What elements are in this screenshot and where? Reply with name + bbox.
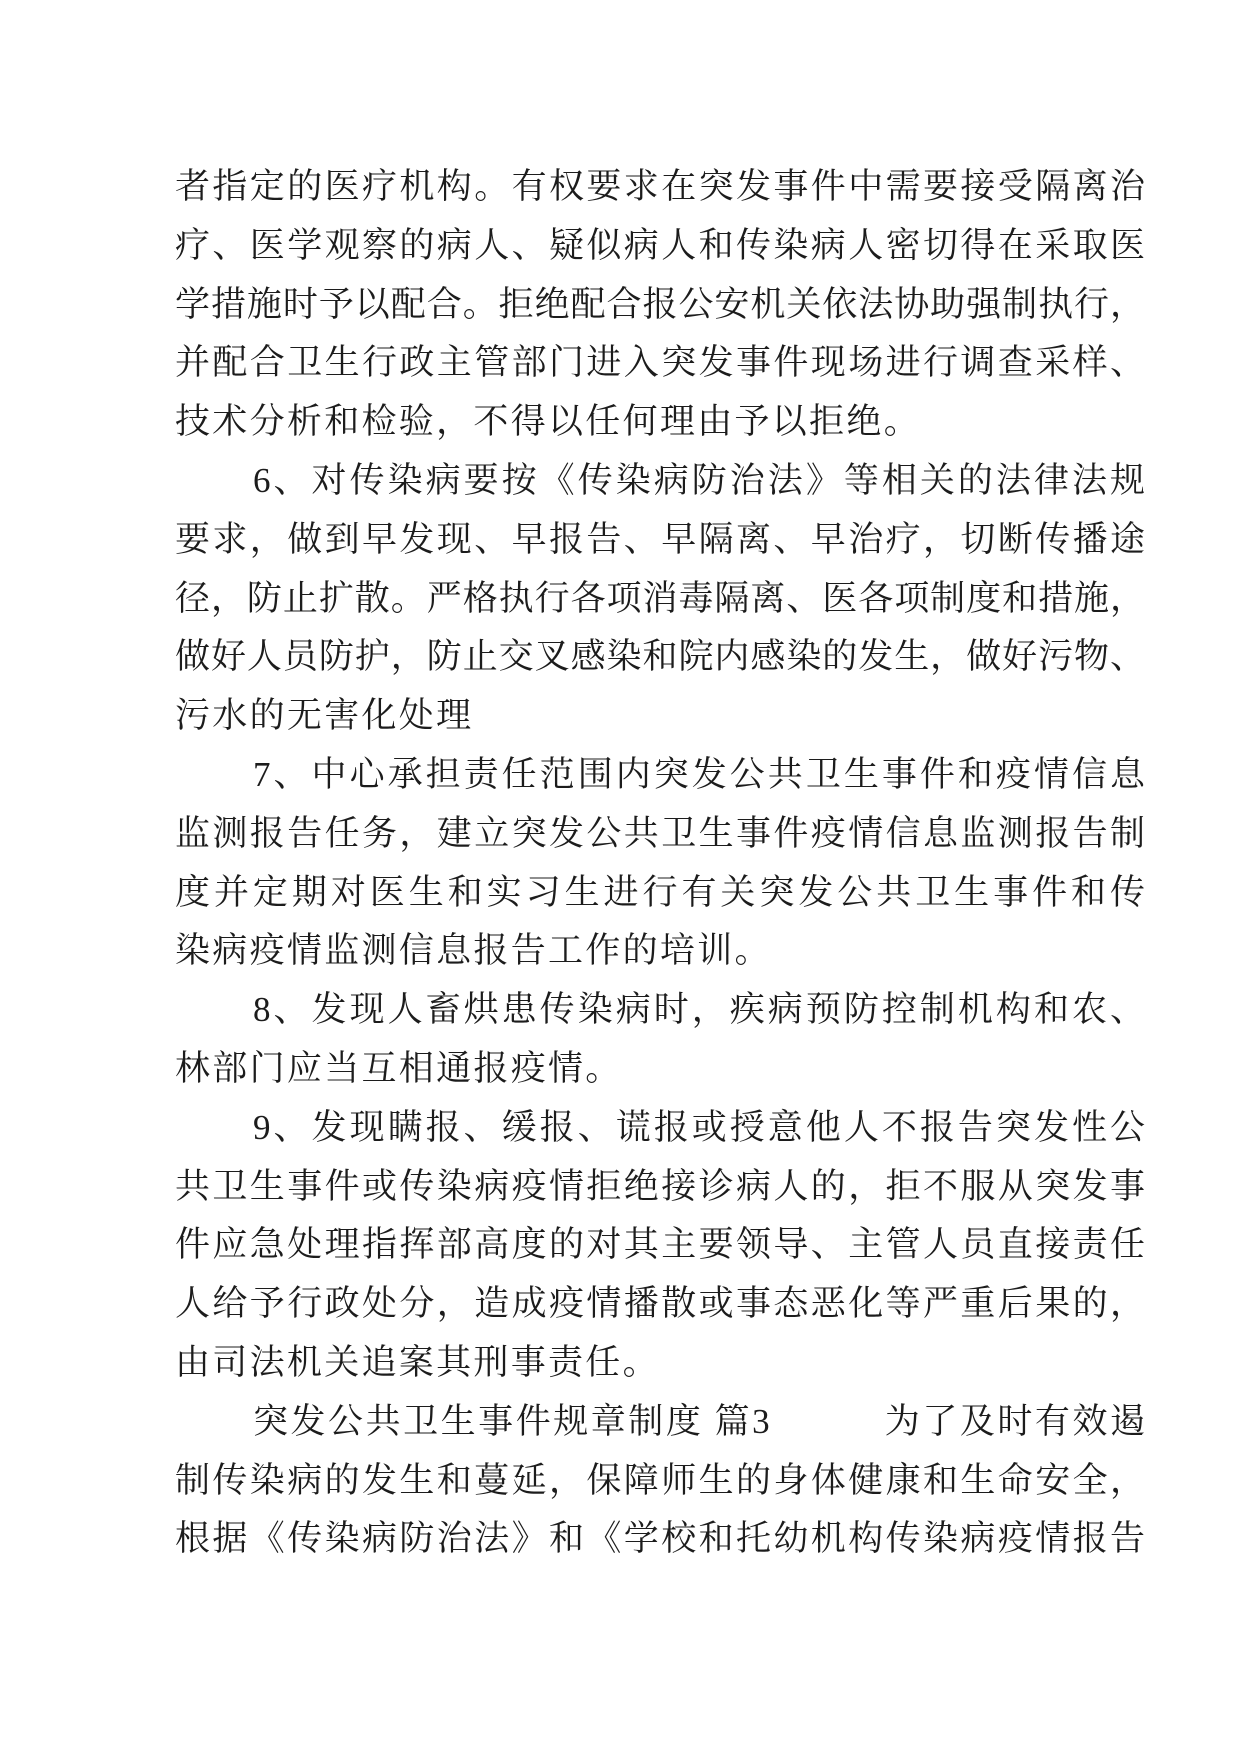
text-line: 8、发现人畜烘患传染病时，疾病预防控制机构和农、 (253, 990, 1145, 1030)
text-line: 制传染病的发生和蔓延，保障师生的身体健康和生命安全， (175, 1460, 1145, 1500)
text-line: 共卫生事件或传染病疫情拒绝接诊病人的，拒不服从突发事 (175, 1166, 1145, 1206)
text-line: 林部门应当互相通报疫情。 (175, 1048, 623, 1088)
text-line: 技术分析和检验，不得以任何理由予以拒绝。 (175, 402, 922, 442)
text-line: 径，防止扩散。严格执行各项消毒隔离、医各项制度和措施， (175, 578, 1145, 618)
text-line: 由司法机关追案其刑事责任。 (175, 1342, 660, 1382)
text-line: 学措施时予以配合。拒绝配合报公安机关依法协助强制执行， (175, 284, 1145, 324)
text-line: 染病疫情监测信息报告工作的培训。 (175, 931, 772, 971)
text-line: 监测报告任务，建立突发公共卫生事件疫情信息监测报告制 (175, 813, 1145, 853)
text-line: 者指定的医疗机构。有权要求在突发事件中需要接受隔离治 (175, 167, 1145, 206)
text-line: 9、发现瞒报、缓报、谎报或授意他人不报告突发性公 (253, 1107, 1145, 1147)
text-line: 并配合卫生行政主管部门进入突发事件现场进行调查采样、 (175, 343, 1145, 383)
text-line: 6、对传染病要按《传染病防治法》等相关的法律法规 (253, 460, 1145, 500)
text-line: 件应急处理指挥部高度的对其主要领导、主管人员直接责任 (175, 1225, 1145, 1265)
text-line: 疗、医学观察的病人、疑似病人和传染病人密切得在采取医 (175, 225, 1145, 265)
text-line: 污水的无害化处理 (175, 696, 474, 736)
text-line: 突发公共卫生事件规章制度 篇3 为了及时有效遏 (253, 1401, 1145, 1441)
text-line: 要求，做到早发现、早报告、早隔离、早治疗，切断传播途 (175, 519, 1145, 559)
document-text-block (175, 158, 1145, 1569)
text-line: 根据《传染病防治法》和《学校和托幼机构传染病疫情报告 (175, 1519, 1145, 1559)
text-line: 人给予行政处分，造成疫情播散或事态恶化等严重后果的， (175, 1284, 1145, 1324)
text-line: 度并定期对医生和实习生进行有关突发公共卫生事件和传 (175, 872, 1145, 912)
text-line: 做好人员防护，防止交叉感染和院内感染的发生，做好污物、 (175, 637, 1145, 677)
text-line: 7、中心承担责任范围内突发公共卫生事件和疫情信息 (253, 754, 1145, 794)
